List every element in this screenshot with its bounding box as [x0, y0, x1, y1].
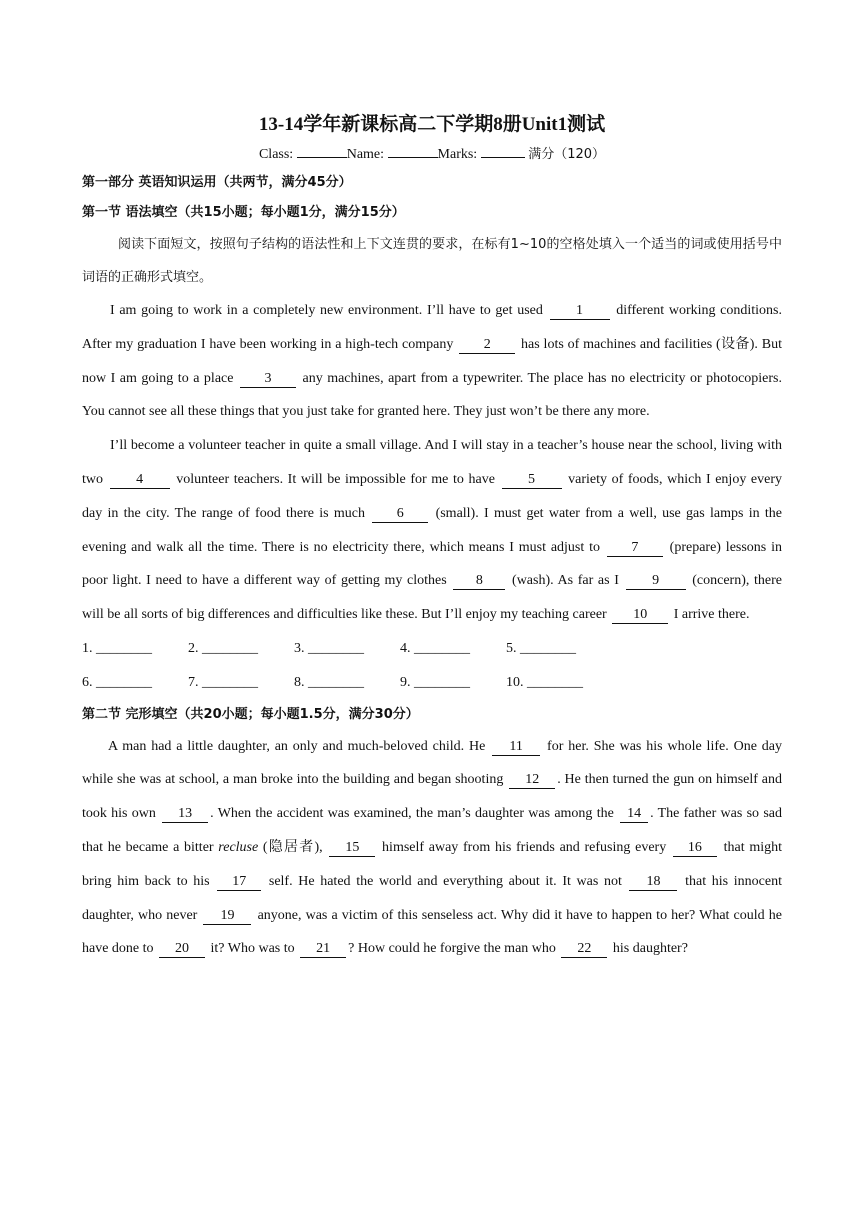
document-title: 13-14学年新课标高二下学期8册Unit1测试 [258, 114, 606, 135]
passage-text: for her. She was his whole life. One day while she was at school, a man broke into the building and began shooting [82, 738, 782, 788]
blank-6: 6 [372, 506, 428, 523]
blank-16: 16 [673, 840, 717, 857]
answer-slot-10[interactable]: 10. ________ [506, 674, 583, 690]
passage1-paragraph2 [82, 429, 782, 632]
answer-slot-8[interactable]: 8. ________ [294, 674, 364, 690]
blank-15: 15 [329, 840, 375, 857]
full-score-label: 满分（120） [528, 147, 606, 162]
passage-text: I’ll become a volunteer teacher in quite a small village. And I will stay in a teacher’s house near the school, living with two [82, 438, 782, 487]
answer-slot-1[interactable]: 1. ________ [82, 640, 152, 656]
answer-slot-7[interactable]: 7. ________ [188, 674, 258, 690]
blank-11: 11 [492, 739, 540, 756]
passage-text: (concern), there will be all sorts of big differences and difficulties like these. But I’ll enjoy my teaching career [82, 573, 783, 623]
section1-instruction: 阅读下面短文，按照句子结构的语法性和上下文连贯的要求，在标有1~10的空格处填入一个适当的词或使用括号中词语的正确形式填空。 [82, 237, 782, 285]
class-info-line [82, 142, 782, 168]
blank-4: 4 [110, 472, 170, 489]
passage-text: it? Who was to [207, 941, 299, 957]
passage-text: that might bring him back to his [82, 839, 783, 889]
passage-text: (small). I must get water from a well, use gas lamps in the evening and walk all the time. There is no electricity there, which means I must adjust to [82, 505, 783, 555]
blank-21: 21 [300, 941, 346, 958]
blank-12: 12 [509, 772, 555, 789]
passage-text: any machines, apart from a typewriter. The place has no electricity or photocopiers. You cannot see all these things that you just take for granted here. They just won’t be there any more. [82, 370, 782, 420]
passage-text: his daughter? [609, 941, 688, 957]
marks-label: Marks: [437, 147, 478, 162]
name-label: Name: [346, 147, 385, 162]
blank-5: 5 [502, 472, 562, 489]
section2-heading: 第二节 完形填空（共20小题；每小题1.5分，满分30分） [82, 706, 419, 722]
passage-text: that his innocent daughter, who never [82, 873, 782, 923]
passage-text: . The father was so sad that he became a bitter [82, 806, 782, 855]
blank-18: 18 [629, 874, 677, 891]
passage-text: (prepare) lessons in poor light. I need to have a different way of getting my clothes [82, 539, 782, 589]
document-page [82, 110, 782, 966]
answer-slot-4[interactable]: 4. ________ [400, 640, 470, 656]
passage-text: (wash). As far as I [507, 573, 624, 589]
passage-text: volunteer teachers. It will be impossible for me to have [171, 471, 500, 487]
class-label: Class: [258, 147, 294, 162]
blank-3: 3 [240, 371, 296, 388]
blank-14: 14 [620, 806, 648, 823]
passage-text: himself away from his friends and refusing every [377, 839, 671, 855]
passage-text: . When the accident was examined, the man’s daughter was among the [210, 806, 619, 822]
class-field[interactable] [297, 145, 347, 158]
blank-20: 20 [159, 941, 205, 958]
passage-text: A man had a little daughter, an only and much-beloved child. He [108, 738, 491, 754]
answer-slot-6[interactable]: 6. ________ [82, 674, 152, 690]
passage-text: . He then turned the gun on himself and took his own [82, 772, 782, 822]
blank-17: 17 [217, 874, 261, 891]
blank-22: 22 [561, 941, 607, 958]
passage-text: anyone, was a victim of this senseless act. Why did it have to happen to her? What could he have done to [82, 907, 782, 957]
blank-2: 2 [459, 337, 515, 354]
marks-field[interactable] [481, 145, 525, 158]
blank-7: 7 [607, 540, 663, 557]
blank-9: 9 [626, 573, 686, 590]
passage-text: has lots of machines and facilities (设备). But now I am going to a place [82, 336, 782, 386]
passage-text: I arrive there. [670, 607, 750, 623]
passage-text: (隐居者), [258, 839, 328, 855]
passage2-paragraph1 [82, 730, 782, 967]
passage-italic-word: recluse [218, 839, 259, 855]
answer-row-2 [82, 666, 782, 700]
answer-slot-5[interactable]: 5. ________ [506, 640, 576, 656]
answer-slot-3[interactable]: 3. ________ [294, 640, 364, 656]
part1-heading: 第一部分 英语知识运用（共两节，满分45分） [82, 175, 352, 190]
blank-1: 1 [550, 303, 610, 320]
passage1-paragraph1 [82, 294, 782, 429]
passage-text: variety of foods, which I enjoy every day in the city. The range of food there is much [82, 471, 783, 521]
passage-text: different working conditions. After my graduation I have been working in a high-tech company [82, 303, 783, 352]
passage-text: I am going to work in a completely new environment. I’ll have to get used [110, 303, 548, 318]
blank-13: 13 [162, 806, 208, 823]
passage-text: self. He hated the world and everything about it. It was not [263, 873, 628, 889]
blank-10: 10 [612, 607, 668, 624]
name-field[interactable] [388, 145, 438, 158]
blank-8: 8 [453, 573, 505, 590]
passage-text: ? How could he forgive the man who [348, 941, 560, 957]
blank-19: 19 [203, 908, 251, 925]
section1-heading: 第一节 语法填空（共15小题；每小题1分，满分15分） [82, 205, 405, 220]
answer-row-1 [82, 632, 782, 666]
answer-slot-2[interactable]: 2. ________ [188, 640, 258, 656]
answer-slot-9[interactable]: 9. ________ [400, 674, 470, 690]
